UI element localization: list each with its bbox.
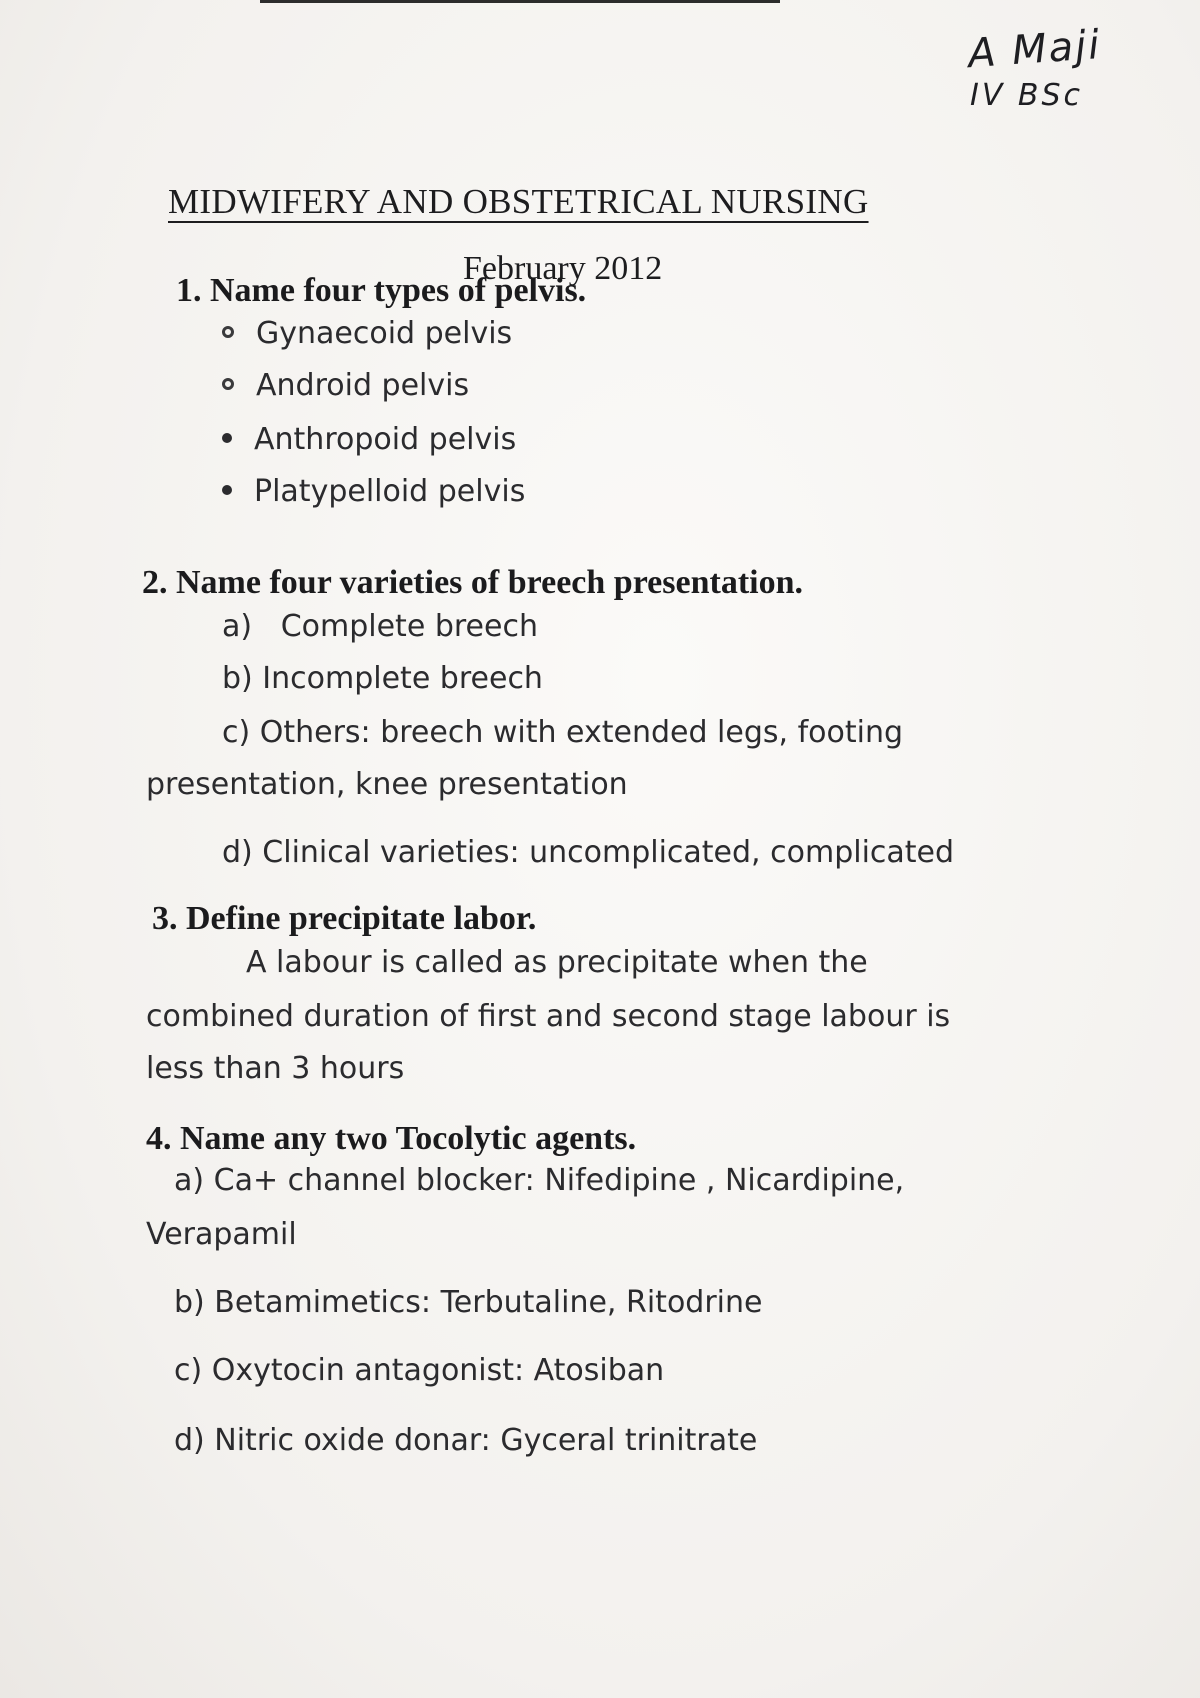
list-item xyxy=(222,474,525,509)
list-item xyxy=(222,422,516,457)
answer-line: c) Others: breech with extended legs, footing xyxy=(222,715,904,750)
handwritten-annotation xyxy=(948,21,1118,113)
page-top-edge xyxy=(260,0,780,3)
answer-line: d) Clinical varieties: uncomplicated, complicated xyxy=(222,835,955,870)
document-title: MIDWIFERY AND OBSTETRICAL NURSING xyxy=(168,182,869,221)
answer-line: b) Incomplete breech xyxy=(222,661,543,696)
bullet-icon xyxy=(222,378,234,390)
answer-text: Anthropoid pelvis xyxy=(254,422,517,457)
answer-text: Gynaecoid pelvis xyxy=(256,316,513,351)
question-2: 2. Name four varieties of breech presentation. xyxy=(142,564,803,601)
answer-line: A labour is called as precipitate when the xyxy=(246,945,868,980)
answer-text: Platypelloid pelvis xyxy=(254,474,526,509)
exam-date: February 2012 xyxy=(463,250,663,287)
answer-line: presentation, knee presentation xyxy=(146,767,628,802)
answer-text: Android pelvis xyxy=(256,368,470,403)
answer-line: b) Betamimetics: Terbutaline, Ritodrine xyxy=(174,1285,763,1320)
answer-line: combined duration of first and second stage labour is xyxy=(146,999,951,1034)
answer-line: d) Nitric oxide donar: Gyceral trinitrate xyxy=(174,1423,758,1458)
list-item xyxy=(222,316,512,351)
bullet-icon xyxy=(222,485,232,495)
answer-line: a) Complete breech xyxy=(222,609,538,644)
bullet-icon xyxy=(222,433,232,443)
answer-line: a) Ca+ channel blocker: Nifedipine , Nicardipine, xyxy=(174,1163,905,1198)
question-3: 3. Define precipitate labor. xyxy=(152,900,537,937)
answer-line: c) Oxytocin antagonist: Atosiban xyxy=(174,1353,665,1388)
handwritten-name: A Maji xyxy=(966,21,1103,78)
handwritten-class: IV BSc xyxy=(970,78,1084,113)
question-4: 4. Name any two Tocolytic agents. xyxy=(146,1120,637,1157)
bullet-icon xyxy=(222,326,234,338)
answer-line: less than 3 hours xyxy=(146,1051,405,1086)
answer-line: Verapamil xyxy=(146,1217,297,1252)
question-1: 1. Name four types of pelvis. xyxy=(176,272,587,309)
list-item xyxy=(222,368,469,403)
